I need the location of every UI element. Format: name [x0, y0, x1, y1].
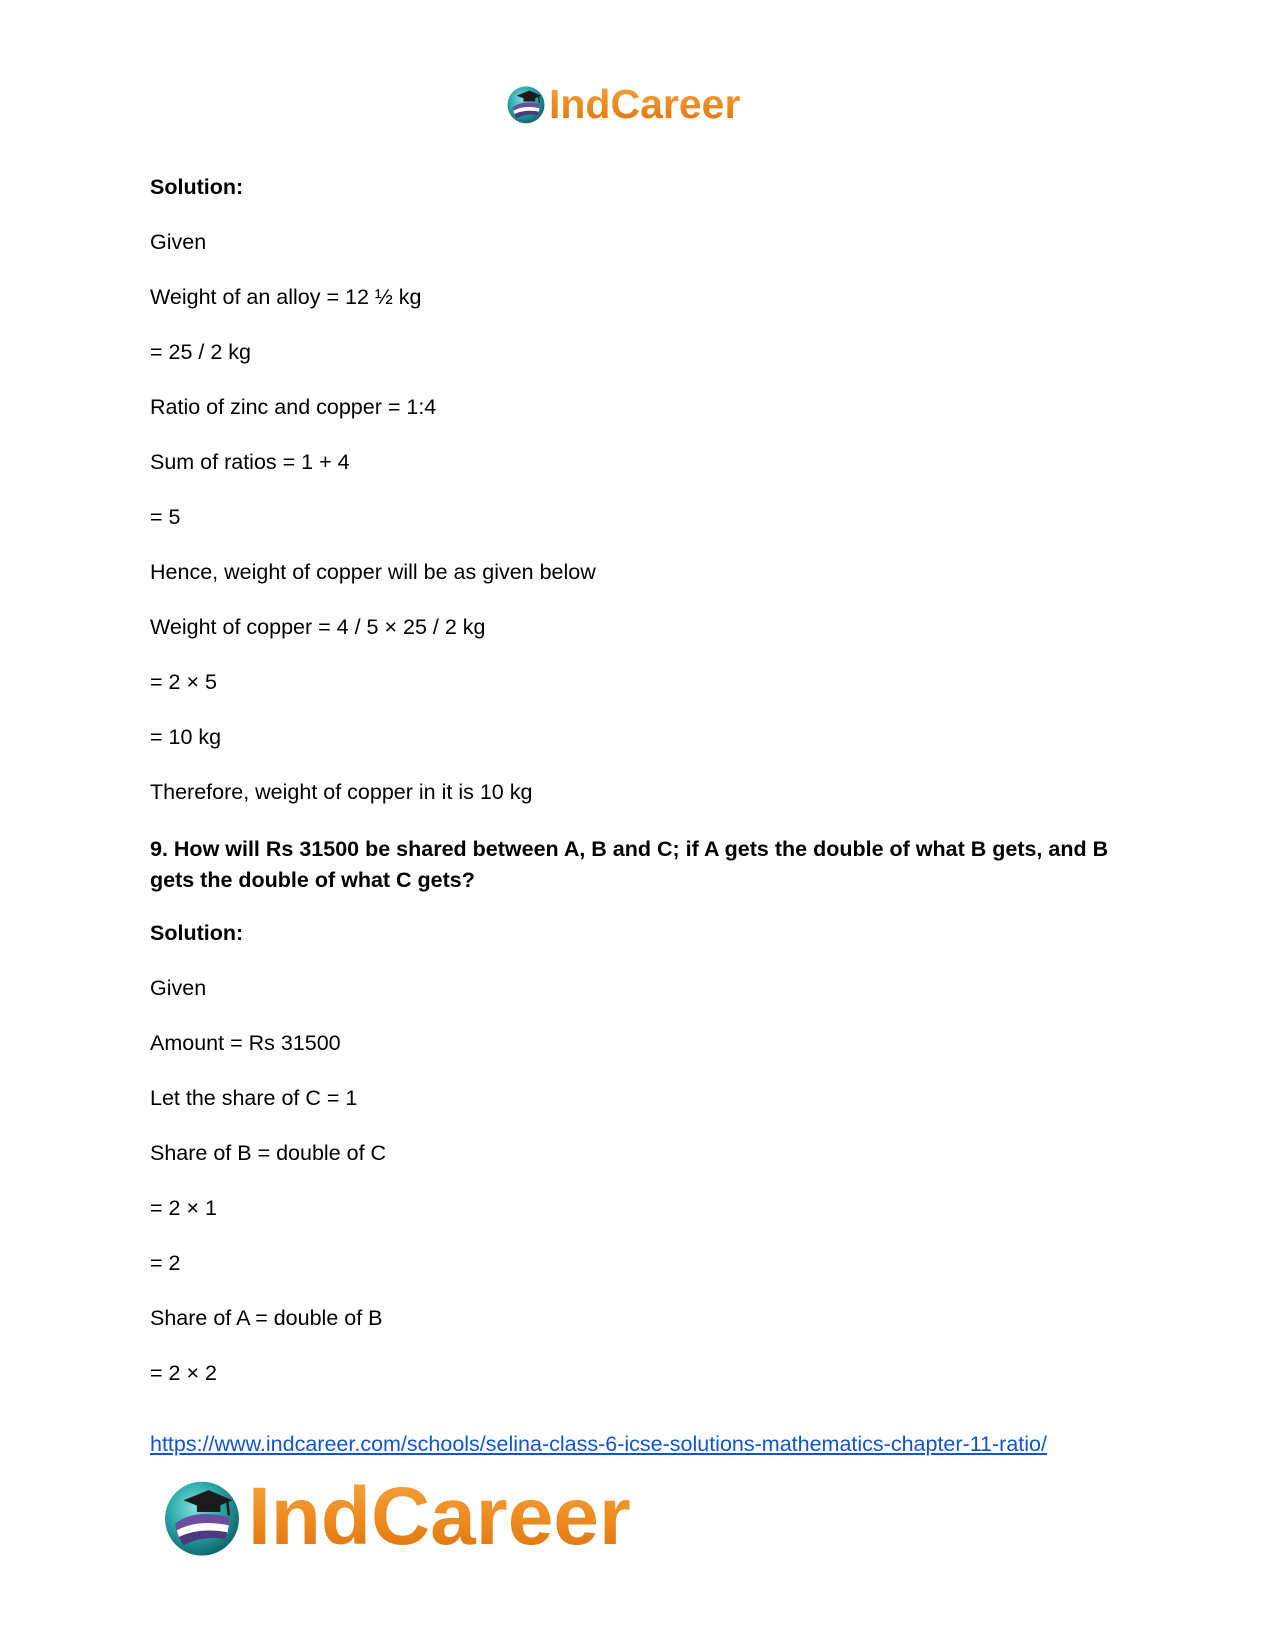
text-line: = 5: [150, 505, 181, 529]
text-line: Therefore, weight of copper in it is 10 kg: [150, 780, 533, 804]
source-link[interactable]: https://www.indcareer.com/schools/selina-class-6-icse-solutions-mathematics-chapter-11-ratio/: [150, 1432, 1047, 1456]
solution-heading: Solution:: [150, 921, 244, 945]
logo-text-ind: Ind: [549, 80, 611, 127]
text-line: Given: [150, 976, 207, 1000]
footer-logo-text: [248, 1471, 631, 1562]
text-line: = 10 kg: [150, 725, 222, 749]
graduation-globe-icon: [505, 83, 547, 125]
text-line: Weight of an alloy = 12 ½ kg: [150, 285, 422, 309]
document-content: [150, 174, 1130, 1415]
text-line: Amount = Rs 31500: [150, 1031, 341, 1055]
text-line: Sum of ratios = 1 + 4: [150, 450, 350, 474]
text-line: = 2 × 5: [150, 670, 217, 694]
text-line: Share of B = double of C: [150, 1141, 387, 1165]
text-line: = 25 / 2 kg: [150, 340, 252, 364]
graduation-globe-icon: [160, 1475, 244, 1559]
text-line: Share of A = double of B: [150, 1306, 383, 1330]
footer-logo: [160, 1472, 631, 1562]
text-line: = 2 × 2: [150, 1361, 217, 1385]
text-line: Weight of copper = 4 / 5 × 25 / 2 kg: [150, 615, 486, 639]
logo-text-career: Career: [370, 1471, 631, 1562]
logo-text-ind: Ind: [248, 1471, 371, 1562]
text-line: = 2: [150, 1251, 181, 1275]
text-line: = 2 × 1: [150, 1196, 217, 1220]
solution-heading: Solution:: [150, 175, 244, 199]
question-9: 9. How will Rs 31500 be shared between A, B and C; if A gets the double of what B gets, and B gets the double of what C gets?: [150, 837, 1109, 892]
logo-text-career: Career: [610, 80, 741, 127]
text-line: Given: [150, 230, 207, 254]
text-line: Ratio of zinc and copper = 1:4: [150, 395, 437, 419]
text-line: Hence, weight of copper will be as given below: [150, 560, 596, 584]
text-line: Let the share of C = 1: [150, 1086, 358, 1110]
header-logo: [505, 80, 740, 128]
header-logo-text: [549, 80, 741, 127]
